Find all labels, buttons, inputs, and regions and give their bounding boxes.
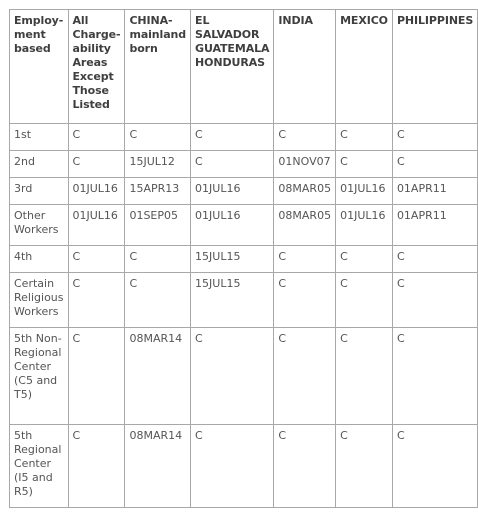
header-india: INDIA xyxy=(274,10,336,124)
table-cell: C xyxy=(392,328,477,425)
table-cell: C xyxy=(392,273,477,328)
table-cell: C xyxy=(392,151,477,178)
table-cell: 01JUL16 xyxy=(191,205,274,246)
table-row xyxy=(10,205,478,246)
table-cell: 01APR11 xyxy=(392,205,477,246)
table-row xyxy=(10,151,478,178)
table-cell: C xyxy=(125,246,191,273)
table-row xyxy=(10,124,478,151)
table-cell: 01NOV07 xyxy=(274,151,336,178)
table-cell: C xyxy=(336,246,393,273)
table-cell: C xyxy=(68,124,125,151)
table-cell: 15APR13 xyxy=(125,178,191,205)
table-cell: C xyxy=(392,246,477,273)
header-el-salvador-guatemala-honduras: EL SALVADOR GUATEMALA HONDURAS xyxy=(191,10,274,124)
table-cell: C xyxy=(68,151,125,178)
table-cell: 01SEP05 xyxy=(125,205,191,246)
table-row xyxy=(10,425,478,508)
table-cell: C xyxy=(336,151,393,178)
header-all-chargeability: All Charge-ability Areas Except Those Listed xyxy=(68,10,125,124)
table-cell: 01JUL16 xyxy=(336,178,393,205)
table-cell: 08MAR05 xyxy=(274,178,336,205)
table-cell: C xyxy=(274,328,336,425)
header-employment-based: Employ-ment based xyxy=(10,10,69,124)
table-cell: C xyxy=(392,425,477,508)
table-cell: C xyxy=(125,124,191,151)
row-label: 5th Non-Regional Center (C5 and T5) xyxy=(10,328,69,425)
table-cell: C xyxy=(125,273,191,328)
table-cell: C xyxy=(336,328,393,425)
table-cell: 01JUL16 xyxy=(191,178,274,205)
table-cell: C xyxy=(191,328,274,425)
visa-bulletin-table xyxy=(9,9,478,508)
table-cell: C xyxy=(68,273,125,328)
table-cell: C xyxy=(274,246,336,273)
table-row xyxy=(10,273,478,328)
table-row xyxy=(10,178,478,205)
row-label: Other Workers xyxy=(10,205,69,246)
table-cell: 01APR11 xyxy=(392,178,477,205)
row-label: 5th Regional Center (I5 and R5) xyxy=(10,425,69,508)
header-row xyxy=(10,10,478,124)
header-mexico: MEXICO xyxy=(336,10,393,124)
table-cell: 15JUL12 xyxy=(125,151,191,178)
table-cell: C xyxy=(392,124,477,151)
table-cell: C xyxy=(68,425,125,508)
table-cell: C xyxy=(191,425,274,508)
row-label: 1st xyxy=(10,124,69,151)
table-cell: C xyxy=(336,273,393,328)
table-cell: C xyxy=(191,124,274,151)
table-cell: 08MAR05 xyxy=(274,205,336,246)
table-cell: C xyxy=(336,425,393,508)
table-row xyxy=(10,246,478,273)
table-cell: 01JUL16 xyxy=(68,178,125,205)
row-label: 2nd xyxy=(10,151,69,178)
header-china: CHINA-mainland born xyxy=(125,10,191,124)
table-cell: C xyxy=(274,273,336,328)
table-cell: 15JUL15 xyxy=(191,246,274,273)
table-cell: C xyxy=(191,151,274,178)
table-row xyxy=(10,328,478,425)
table-cell: C xyxy=(336,124,393,151)
table-cell: 15JUL15 xyxy=(191,273,274,328)
table-cell: C xyxy=(274,425,336,508)
table-cell: C xyxy=(274,124,336,151)
table-cell: 01JUL16 xyxy=(68,205,125,246)
table-cell: 08MAR14 xyxy=(125,328,191,425)
table-cell: 01JUL16 xyxy=(336,205,393,246)
table-cell: 08MAR14 xyxy=(125,425,191,508)
header-philippines: PHILIPPINES xyxy=(392,10,477,124)
row-label: 3rd xyxy=(10,178,69,205)
row-label: Certain Religious Workers xyxy=(10,273,69,328)
table-cell: C xyxy=(68,246,125,273)
table-cell: C xyxy=(68,328,125,425)
row-label: 4th xyxy=(10,246,69,273)
